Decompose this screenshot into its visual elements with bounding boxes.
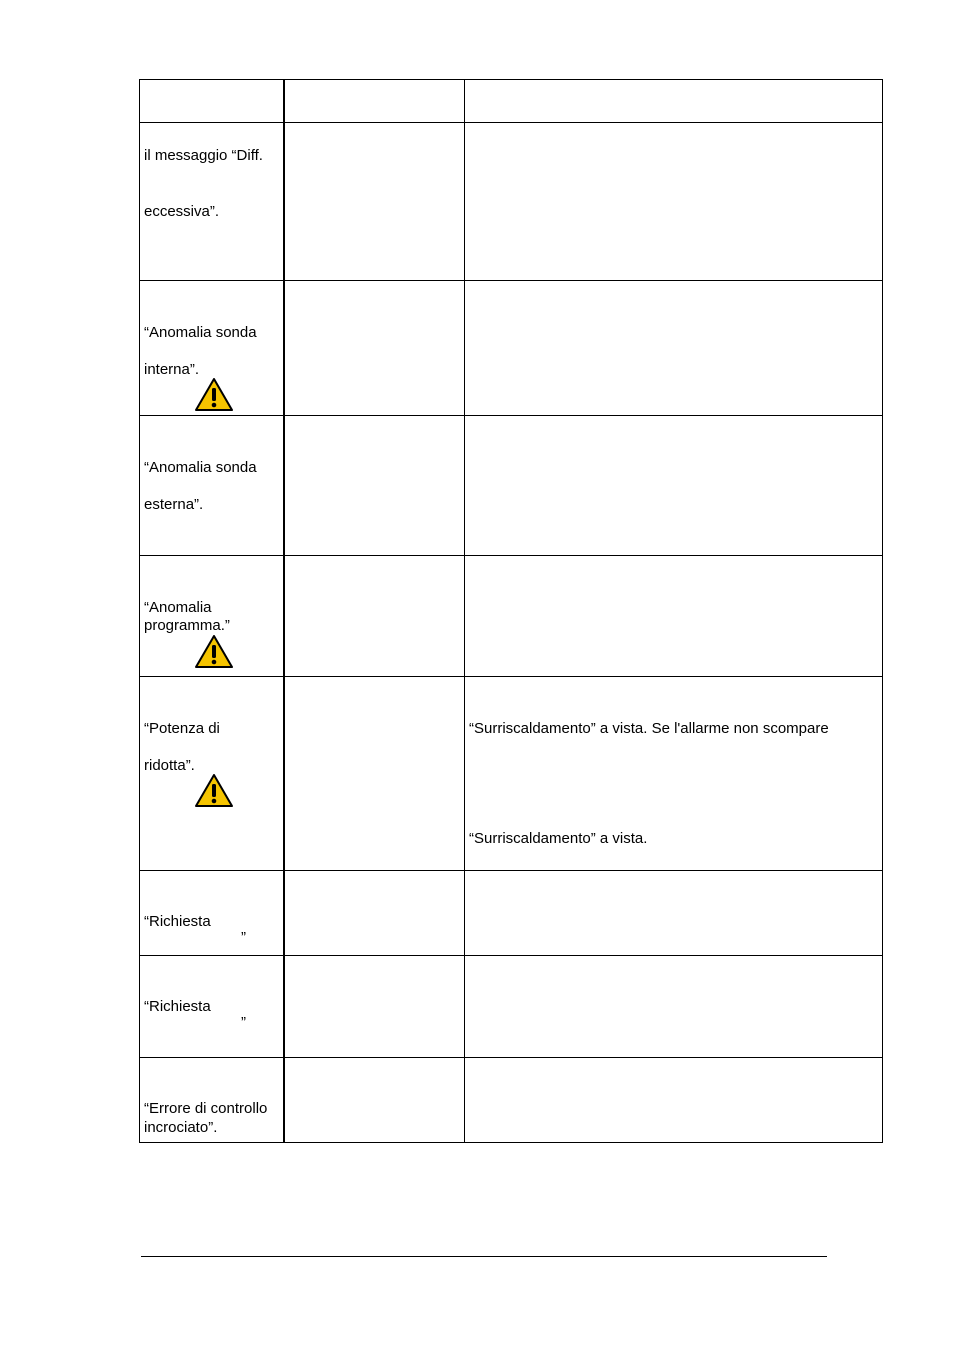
remedy-line-1: “Surriscaldamento” a vista. Se l'allarme non scompare	[469, 720, 829, 737]
table-row	[140, 416, 882, 556]
table-header-row	[140, 80, 882, 123]
message-line-1: “Anomalia	[144, 599, 212, 616]
cause-cell	[285, 556, 465, 676]
message-line-2: interna”.	[144, 361, 200, 378]
message-cell	[140, 677, 285, 870]
message-cell	[140, 281, 285, 415]
cause-cell	[285, 281, 465, 415]
message-line-1: “Richiesta	[144, 998, 211, 1015]
message-cell	[140, 956, 285, 1057]
message-line-2: ”	[241, 1014, 246, 1031]
message-line-2: incrociato”.	[144, 1119, 218, 1136]
footer-divider	[141, 1256, 827, 1257]
cause-cell	[285, 416, 465, 555]
table-row	[140, 281, 882, 416]
cause-cell	[285, 871, 465, 955]
message-line-2: ridotta”.	[144, 757, 195, 774]
table-row	[140, 1058, 882, 1142]
troubleshooting-table	[139, 79, 883, 1143]
message-line-1: “Errore di controllo	[144, 1100, 268, 1117]
remedy-cell	[465, 556, 882, 676]
cause-cell	[285, 677, 465, 870]
table-row	[140, 677, 882, 871]
remedy-cell	[465, 416, 882, 555]
remedy-cell	[465, 956, 882, 1057]
cause-cell	[285, 123, 465, 280]
warning-triangle-icon	[194, 773, 234, 808]
message-line-1: il messaggio “Diff.	[144, 147, 263, 164]
message-line-1: “Potenza di	[144, 720, 220, 737]
message-line-2: ”	[241, 929, 246, 946]
table-row	[140, 956, 882, 1058]
remedy-cell	[465, 123, 882, 280]
message-cell	[140, 556, 285, 676]
cause-cell	[285, 956, 465, 1057]
message-line-1: “Richiesta	[144, 913, 211, 930]
message-line-1: “Anomalia sonda	[144, 459, 257, 476]
table-row	[140, 871, 882, 956]
message-line-2: programma.”	[144, 617, 230, 634]
warning-triangle-icon	[194, 634, 234, 669]
warning-triangle-icon	[194, 377, 234, 412]
header-cell-3	[465, 80, 882, 122]
cause-cell	[285, 1058, 465, 1142]
header-cell-1	[140, 80, 285, 122]
table-row	[140, 123, 882, 281]
table-row	[140, 556, 882, 677]
message-cell	[140, 416, 285, 555]
remedy-cell	[465, 677, 882, 870]
message-cell	[140, 123, 285, 280]
message-cell	[140, 871, 285, 955]
remedy-cell	[465, 871, 882, 955]
message-line-2: esterna”.	[144, 496, 204, 513]
message-cell	[140, 1058, 285, 1142]
remedy-cell	[465, 1058, 882, 1142]
remedy-cell	[465, 281, 882, 415]
message-line-1: “Anomalia sonda	[144, 324, 257, 341]
remedy-line-2: “Surriscaldamento” a vista.	[469, 830, 648, 847]
header-cell-2	[285, 80, 465, 122]
message-line-2: eccessiva”.	[144, 203, 220, 220]
